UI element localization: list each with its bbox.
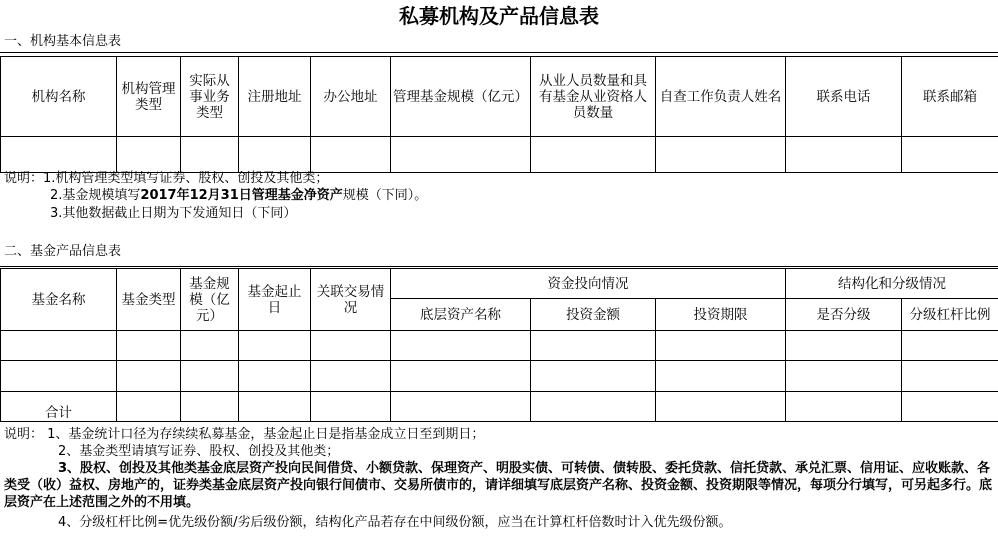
page-title: 私募机构及产品信息表 xyxy=(399,4,599,28)
fund-note-1: 说明： 1、基金统计口径为存续续私募基金，基金起止日是指基金成立日至到期日； xyxy=(4,427,485,442)
input-cell[interactable] xyxy=(239,137,311,173)
input-cell[interactable] xyxy=(531,392,656,422)
col-underlying-asset: 底层资产名称 xyxy=(391,299,531,331)
input-cell[interactable] xyxy=(786,137,902,173)
col-investment-term: 投资期限 xyxy=(656,299,786,331)
col-fund-type: 基金类型 xyxy=(117,269,181,331)
col-leverage-ratio: 分级杠杆比例 xyxy=(902,299,998,331)
input-cell[interactable] xyxy=(181,137,239,173)
input-cell[interactable] xyxy=(239,331,311,361)
input-cell[interactable] xyxy=(239,392,311,422)
col-fund-size: 基金规模（亿元） xyxy=(181,269,239,331)
input-cell[interactable] xyxy=(1,361,117,392)
group-structure: 结构化和分级情况 xyxy=(786,269,998,299)
fund-header-row xyxy=(1,269,998,299)
input-cell[interactable] xyxy=(391,137,531,173)
input-cell[interactable] xyxy=(786,392,902,422)
input-cell[interactable] xyxy=(656,361,786,392)
input-cell[interactable] xyxy=(117,137,181,173)
col-office-address: 办公地址 xyxy=(311,57,391,137)
input-cell[interactable] xyxy=(902,331,998,361)
note-3: 3.其他数据截止日期为下发通知日（下同） xyxy=(50,206,297,221)
fund-product-table xyxy=(0,268,998,422)
input-cell[interactable] xyxy=(902,137,998,173)
note-1: 说明：1.机构管理类型填写证券、股权、创投及其他类； xyxy=(4,171,329,186)
section-1-divider xyxy=(0,52,998,53)
input-cell[interactable] xyxy=(391,392,531,422)
input-cell[interactable] xyxy=(531,361,656,392)
table-row xyxy=(1,331,998,361)
group-capital-investment: 资金投向情况 xyxy=(391,269,786,299)
section-1-heading: 一、机构基本信息表 xyxy=(4,34,122,49)
input-cell[interactable] xyxy=(656,137,786,173)
institution-header-row xyxy=(1,57,998,137)
col-investment-amount: 投资金额 xyxy=(531,299,656,331)
input-cell[interactable] xyxy=(1,331,117,361)
col-business-type: 实际从事业务类型 xyxy=(181,57,239,137)
fund-note-4: 4、分级杠杆比例=优先级份额/劣后级份额，结构化产品若存在中间级份额，应当在计算杠杆倍数时计入优先级份额。 xyxy=(58,515,732,530)
input-cell[interactable] xyxy=(531,137,656,173)
input-cell[interactable] xyxy=(117,392,181,422)
input-cell[interactable] xyxy=(786,331,902,361)
input-cell[interactable] xyxy=(656,392,786,422)
input-cell[interactable] xyxy=(391,361,531,392)
total-row xyxy=(1,392,998,422)
input-cell[interactable] xyxy=(531,331,656,361)
input-cell[interactable] xyxy=(786,361,902,392)
col-registered-address: 注册地址 xyxy=(239,57,311,137)
section-2-divider xyxy=(0,266,998,267)
col-fund-name: 基金名称 xyxy=(1,269,117,331)
input-cell[interactable] xyxy=(117,331,181,361)
input-cell[interactable] xyxy=(311,331,391,361)
input-cell[interactable] xyxy=(239,361,311,392)
table-row xyxy=(1,361,998,392)
col-management-type: 机构管理类型 xyxy=(117,57,181,137)
input-cell[interactable] xyxy=(656,331,786,361)
note-2-prefix: 2.基金规模填写 xyxy=(50,188,141,203)
input-cell[interactable] xyxy=(391,331,531,361)
note-2 xyxy=(50,187,427,204)
input-cell[interactable] xyxy=(181,392,239,422)
input-cell[interactable] xyxy=(902,392,998,422)
col-institution-name: 机构名称 xyxy=(1,57,117,137)
input-cell[interactable] xyxy=(117,361,181,392)
col-email: 联系邮箱 xyxy=(902,57,998,137)
fund-note-2: 2、基金类型请填写证券、股权、创投及其他类； xyxy=(58,444,340,459)
col-phone: 联系电话 xyxy=(786,57,902,137)
col-related-transactions: 关联交易情况 xyxy=(311,269,391,331)
col-fund-dates: 基金起止日 xyxy=(239,269,311,331)
input-cell[interactable] xyxy=(311,137,391,173)
input-cell[interactable] xyxy=(181,361,239,392)
section-2-heading: 二、基金产品信息表 xyxy=(4,244,122,259)
input-cell[interactable] xyxy=(181,331,239,361)
institution-info-table xyxy=(0,56,998,173)
col-responsible-person: 自查工作负责人姓名 xyxy=(656,57,786,137)
input-cell[interactable] xyxy=(902,361,998,392)
col-fund-scale: 管理基金规模（亿元） xyxy=(391,57,531,137)
note-2-suffix: 规模（下同）。 xyxy=(342,188,428,203)
total-label: 合计 xyxy=(1,392,117,422)
note-2-bold: 2017年12月31日管理基金净资产 xyxy=(140,188,343,203)
input-cell[interactable] xyxy=(311,361,391,392)
input-cell[interactable] xyxy=(1,137,117,173)
col-is-tiered: 是否分级 xyxy=(786,299,902,331)
table-row xyxy=(1,137,998,173)
fund-note-3: 3、股权、创投及其他类基金底层资产投向民间借贷、小额贷款、保理资产、明股实债、可转债、债转股、委托贷款、信托贷款、承兑汇票、信用证、应收账款、各类受（收）益权、房地产的，证券类基金底层资产投向银行间债市、交易所债市的，请详细填写底层资产名称、投资金额、投资期限等情况，每项分行填写，可另起多行。底层资产在上述范围之外的不用填。 xyxy=(4,461,993,510)
col-staff-count: 从业人员数量和具有基金从业资格人员数量 xyxy=(531,57,656,137)
input-cell[interactable] xyxy=(311,392,391,422)
